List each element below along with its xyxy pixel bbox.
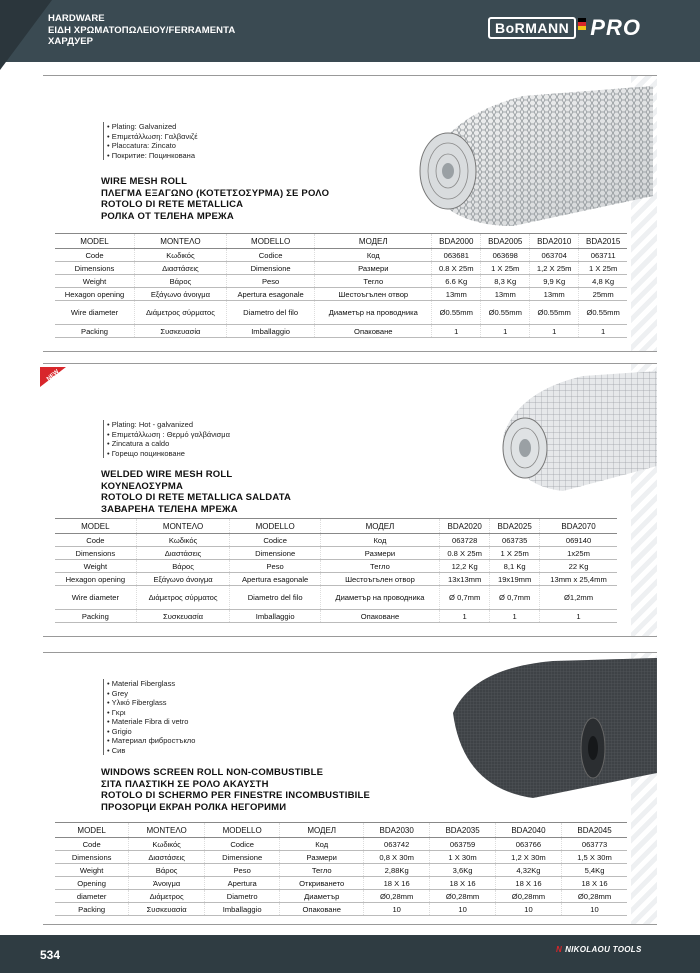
row-label: Διάμετρος xyxy=(129,890,205,903)
table-row xyxy=(55,610,617,623)
table-row xyxy=(55,249,627,262)
bullet-item: • Επιμετάλλωση : Θερμό γαλβάνισμα xyxy=(107,430,230,440)
title-it: ROTOLO DI RETE METALLICA SALDATA xyxy=(101,492,292,503)
table-cell: 1,2 X 30m xyxy=(495,851,561,864)
table-cell: 6.6 Kg xyxy=(432,275,481,288)
row-label: Размери xyxy=(280,851,364,864)
row-label: Диаметър xyxy=(280,890,364,903)
nikolaou-tools-logo xyxy=(556,945,642,954)
bullet-item: • Υλικό Fiberglass xyxy=(107,698,195,708)
table-cell: 063728 xyxy=(440,534,490,547)
row-label: Wire diameter xyxy=(55,586,136,610)
row-label: Packing xyxy=(55,325,135,338)
table-cell: 1 xyxy=(579,325,627,338)
row-label: Packing xyxy=(55,903,129,916)
row-label: Диаметър на проводника xyxy=(315,301,432,325)
table-cell: 1 X 30m xyxy=(430,851,496,864)
row-label: Dimensione xyxy=(226,262,315,275)
row-label: Откриването xyxy=(280,877,364,890)
row-label: Dimensione xyxy=(230,547,320,560)
table-row xyxy=(55,288,627,301)
table-cell: 4,32Kg xyxy=(495,864,561,877)
row-label: Εξάγωνο άνοιγμα xyxy=(135,288,227,301)
column-header: BDA2025 xyxy=(490,519,540,534)
table-cell: 22 Kg xyxy=(540,560,617,573)
row-label: Imballaggio xyxy=(230,610,320,623)
category-line-2: ΕΙΔΗ ΧΡΩΜΑΤΟΠΩΛΕΙΟΥ/FERRAMENTA xyxy=(48,24,236,36)
row-label: Opening xyxy=(55,877,129,890)
bullet-item: • Grey xyxy=(107,689,195,699)
welded-mesh-roll-image xyxy=(493,366,657,496)
title-gr: ΣΙΤΑ ΠΛΑΣΤΙΚΗ ΣΕ ΡΟΛΟ ΑΚΑΥΣΤΗ xyxy=(101,778,269,790)
table-cell: 1,5 X 30m xyxy=(562,851,627,864)
row-label: Βάρος xyxy=(135,275,227,288)
table-row xyxy=(55,903,627,916)
footer-brand: NIKOLAOU TOOLS xyxy=(565,945,642,954)
category-line-1: HARDWARE xyxy=(48,13,105,24)
logo-pro: PRO xyxy=(590,15,641,40)
title-en: WELDED WIRE MESH ROLL xyxy=(101,469,233,480)
table-row xyxy=(55,560,617,573)
column-header: MODELLO xyxy=(204,823,279,838)
table-cell: Ø0.55mm xyxy=(432,301,481,325)
spec-table-window-screen xyxy=(55,822,627,916)
row-label: Weight xyxy=(55,275,135,288)
bullet-item: • Materiale Fibra di vetro xyxy=(107,717,195,727)
row-label: Dimensions xyxy=(55,851,129,864)
table-cell: Ø 0,7mm xyxy=(440,586,490,610)
table-header-row xyxy=(55,519,617,534)
page-number: 534 xyxy=(40,948,61,962)
bullet-item: • Placcatura: Zincato xyxy=(107,141,198,151)
column-header: MODEL xyxy=(55,519,136,534)
column-header: BDA2005 xyxy=(481,234,530,249)
row-label: Wire diameter xyxy=(55,301,135,325)
table-row xyxy=(55,275,627,288)
table-row xyxy=(55,864,627,877)
row-label: Βάρος xyxy=(136,560,230,573)
title-gr: ΚΟΥΝΕΛΟΣΥΡΜΑ xyxy=(101,480,184,492)
row-label: Imballaggio xyxy=(204,903,279,916)
table-cell: 063698 xyxy=(481,249,530,262)
row-label: diameter xyxy=(55,890,129,903)
row-label: Συσκευασία xyxy=(136,610,230,623)
column-header: BDA2035 xyxy=(430,823,496,838)
table-cell: 063681 xyxy=(432,249,481,262)
column-header: BDA2070 xyxy=(540,519,617,534)
table-row xyxy=(55,262,627,275)
logo-wordmark: BoRMANN xyxy=(488,17,576,39)
table-cell: 10 xyxy=(364,903,430,916)
bullet-item: • Сив xyxy=(107,746,195,756)
row-label: Apertura esagonale xyxy=(226,288,315,301)
table-cell: 13x13mm xyxy=(440,573,490,586)
row-label: Κωδικός xyxy=(135,249,227,262)
row-label: Διαστάσεις xyxy=(129,851,205,864)
table-cell: Ø0.55mm xyxy=(579,301,627,325)
row-label: Шестоъгълен отвор xyxy=(320,573,439,586)
spec-table-wire-mesh xyxy=(55,233,627,338)
bullet-item: • Material Fiberglass xyxy=(107,679,195,689)
table-row xyxy=(55,877,627,890)
table-cell: 1 xyxy=(481,325,530,338)
category-heading xyxy=(48,13,235,48)
column-header: BDA2030 xyxy=(364,823,430,838)
table-row xyxy=(55,890,627,903)
table-cell: 1 xyxy=(540,610,617,623)
row-label: Weight xyxy=(55,864,129,877)
row-label: Опаковане xyxy=(320,610,439,623)
table-cell: 2,88Kg xyxy=(364,864,430,877)
row-label: Code xyxy=(55,534,136,547)
table-cell: 9,9 Kg xyxy=(530,275,579,288)
row-label: Συσκευασία xyxy=(129,903,205,916)
row-label: Διαστάσεις xyxy=(135,262,227,275)
category-line-3: ХАРДУЕР xyxy=(48,36,94,47)
bullet-item: • Материал фибростъкло xyxy=(107,736,195,746)
row-label: Hexagon opening xyxy=(55,573,136,586)
column-header: BDA2015 xyxy=(579,234,627,249)
column-header: BDA2010 xyxy=(530,234,579,249)
row-label: Diametro del filo xyxy=(230,586,320,610)
table-header-row xyxy=(55,234,627,249)
table-cell: Ø0,28mm xyxy=(495,890,561,903)
column-header: МОДЕЛ xyxy=(280,823,364,838)
bullet-item: • Γκρι xyxy=(107,708,195,718)
column-header: MODEL xyxy=(55,234,135,249)
row-label: Опаковане xyxy=(280,903,364,916)
table-row xyxy=(55,586,617,610)
row-label: Apertura xyxy=(204,877,279,890)
table-cell: 1,2 X 25m xyxy=(530,262,579,275)
column-header: MODELLO xyxy=(230,519,320,534)
table-cell: 0.8 X 25m xyxy=(440,547,490,560)
row-label: Peso xyxy=(204,864,279,877)
table-cell: Ø 0,7mm xyxy=(490,586,540,610)
table-cell: 1 xyxy=(490,610,540,623)
table-cell: 10 xyxy=(430,903,496,916)
column-header: BDA2040 xyxy=(495,823,561,838)
table-cell: 8,1 Kg xyxy=(490,560,540,573)
row-label: Code xyxy=(55,838,129,851)
table-cell: 25mm xyxy=(579,288,627,301)
row-label: Опаковане xyxy=(315,325,432,338)
row-label: Codice xyxy=(204,838,279,851)
row-label: Code xyxy=(55,249,135,262)
row-label: Diametro xyxy=(204,890,279,903)
table-cell: 0,8 X 30m xyxy=(364,851,430,864)
row-label: Диаметър на проводника xyxy=(320,586,439,610)
table-cell: 063759 xyxy=(430,838,496,851)
table-cell: 063773 xyxy=(562,838,627,851)
table-cell: 1 X 25m xyxy=(490,547,540,560)
table-cell: 1 xyxy=(432,325,481,338)
table-cell: Ø0.55mm xyxy=(481,301,530,325)
table-cell: 13mm x 25,4mm xyxy=(540,573,617,586)
row-label: Κωδικός xyxy=(136,534,230,547)
row-label: Dimensions xyxy=(55,262,135,275)
row-label: Codice xyxy=(226,249,315,262)
table-cell: 1 X 25m xyxy=(579,262,627,275)
title-bg: РОЛКА ОТ ТЕЛЕНА МРЕЖА xyxy=(101,210,234,222)
material-bullets xyxy=(103,679,195,755)
table-cell: 13mm xyxy=(432,288,481,301)
column-header: BDA2045 xyxy=(562,823,627,838)
bullet-item: • Plating: Galvanized xyxy=(107,122,198,132)
row-label: Тегло xyxy=(320,560,439,573)
title-en: WIRE MESH ROLL xyxy=(101,176,188,187)
table-cell: 063735 xyxy=(490,534,540,547)
table-cell: 3,6Kg xyxy=(430,864,496,877)
title-bg: ПРОЗОРЦИ ЕКРАН РОЛКА НЕГОРИМИ xyxy=(101,801,287,813)
table-cell: Ø0,28mm xyxy=(562,890,627,903)
table-row xyxy=(55,325,627,338)
row-label: Βάρος xyxy=(129,864,205,877)
table-cell: 8,3 Kg xyxy=(481,275,530,288)
table-cell: 5,4Kg xyxy=(562,864,627,877)
column-header: МОДЕЛ xyxy=(320,519,439,534)
table-row xyxy=(55,838,627,851)
table-cell: 063742 xyxy=(364,838,430,851)
table-row xyxy=(55,301,627,325)
column-header: ΜΟΝΤΕΛΟ xyxy=(135,234,227,249)
new-badge-label: NEW xyxy=(45,368,61,383)
table-cell: 19x19mm xyxy=(490,573,540,586)
row-label: Εξάγωνο άνοιγμα xyxy=(136,573,230,586)
bullet-item: • Plating: Hot - galvanized xyxy=(107,420,230,430)
table-cell: 18 X 16 xyxy=(495,877,561,890)
column-header: MODEL xyxy=(55,823,129,838)
column-header: ΜΟΝΤΕΛΟ xyxy=(129,823,205,838)
table-row xyxy=(55,851,627,864)
row-label: Apertura esagonale xyxy=(230,573,320,586)
wire-mesh-roll-image xyxy=(403,76,657,236)
table-cell: 13mm xyxy=(481,288,530,301)
row-label: Διάμετρος σύρματος xyxy=(136,586,230,610)
table-cell: Ø0,28mm xyxy=(364,890,430,903)
product-titles xyxy=(101,767,370,813)
table-cell: 1x25m xyxy=(540,547,617,560)
column-header: BDA2020 xyxy=(440,519,490,534)
footer-band xyxy=(0,935,700,973)
table-cell: 063766 xyxy=(495,838,561,851)
row-label: Packing xyxy=(55,610,136,623)
nikolaou-logo-icon: N xyxy=(556,945,563,954)
row-label: Peso xyxy=(230,560,320,573)
title-gr: ΠΛΕΓΜΑ ΕΞΑΓΩΝΟ (ΚΟΤΕΤΣΟΣΥΡΜΑ) ΣΕ ΡΟΛΟ xyxy=(101,187,330,199)
bullet-item: • Grigio xyxy=(107,727,195,737)
row-label: Codice xyxy=(230,534,320,547)
table-cell: 063704 xyxy=(530,249,579,262)
table-cell: Ø0.55mm xyxy=(530,301,579,325)
row-label: Тегло xyxy=(315,275,432,288)
title-en: WINDOWS SCREEN ROLL NON-COMBUSTIBLE xyxy=(101,767,324,778)
table-cell: 18 X 16 xyxy=(562,877,627,890)
row-label: Weight xyxy=(55,560,136,573)
row-label: Κωδικός xyxy=(129,838,205,851)
product-titles xyxy=(101,469,291,515)
row-label: Код xyxy=(280,838,364,851)
table-cell: 1 X 25m xyxy=(481,262,530,275)
table-cell: 13mm xyxy=(530,288,579,301)
table-cell: 069140 xyxy=(540,534,617,547)
row-label: Imballaggio xyxy=(226,325,315,338)
table-cell: 4,8 Kg xyxy=(579,275,627,288)
title-bg: ЗАВАРЕНА ТЕЛЕНА МРЕЖА xyxy=(101,503,238,515)
table-cell: Ø0,28mm xyxy=(430,890,496,903)
german-flag-icon xyxy=(578,18,586,30)
bormann-pro-logo xyxy=(488,15,641,41)
row-label: Diametro del filo xyxy=(226,301,315,325)
bullet-item: • Покритие: Поцинкована xyxy=(107,151,198,161)
column-header: MODELLO xyxy=(226,234,315,249)
row-label: Шестоъгълен отвор xyxy=(315,288,432,301)
table-cell: Ø1,2mm xyxy=(540,586,617,610)
title-it: ROTOLO DI RETE METALLICA xyxy=(101,199,244,210)
column-header: BDA2000 xyxy=(432,234,481,249)
bullet-item: • Zincatura a caldo xyxy=(107,439,230,449)
row-label: Размери xyxy=(320,547,439,560)
table-header-row xyxy=(55,823,627,838)
row-label: Συσκευασία xyxy=(135,325,227,338)
table-row xyxy=(55,573,617,586)
table-cell: 1 xyxy=(530,325,579,338)
table-row xyxy=(55,547,617,560)
table-cell: 10 xyxy=(562,903,627,916)
spec-table-welded-mesh xyxy=(55,518,617,623)
row-label: Διαστάσεις xyxy=(136,547,230,560)
table-cell: 0.8 X 25m xyxy=(432,262,481,275)
bullet-item: • Επιμετάλλωση: Γαλβανιζέ xyxy=(107,132,198,142)
row-label: Διάμετρος σύρματος xyxy=(135,301,227,325)
row-label: Dimensione xyxy=(204,851,279,864)
row-label: Hexagon opening xyxy=(55,288,135,301)
plating-bullets xyxy=(103,122,198,160)
table-cell: 10 xyxy=(495,903,561,916)
table-cell: 18 X 16 xyxy=(364,877,430,890)
row-label: Άνοιγμα xyxy=(129,877,205,890)
table-cell: 12,2 Kg xyxy=(440,560,490,573)
row-label: Тегло xyxy=(280,864,364,877)
table-cell: 18 X 16 xyxy=(430,877,496,890)
title-it: ROTOLO DI SCHERMO PER FINESTRE INCOMBUSTIBILE xyxy=(101,790,371,801)
row-label: Dimensions xyxy=(55,547,136,560)
row-label: Код xyxy=(315,249,432,262)
table-row xyxy=(55,534,617,547)
table-cell: 1 xyxy=(440,610,490,623)
window-screen-roll-image xyxy=(443,653,657,803)
product-titles xyxy=(101,176,329,222)
plating-bullets xyxy=(103,420,230,458)
column-header: ΜΟΝΤΕΛΟ xyxy=(136,519,230,534)
table-cell: 063711 xyxy=(579,249,627,262)
column-header: МОДЕЛ xyxy=(315,234,432,249)
row-label: Peso xyxy=(226,275,315,288)
bullet-item: • Горещо поцинковане xyxy=(107,449,230,459)
row-label: Код xyxy=(320,534,439,547)
row-label: Размери xyxy=(315,262,432,275)
